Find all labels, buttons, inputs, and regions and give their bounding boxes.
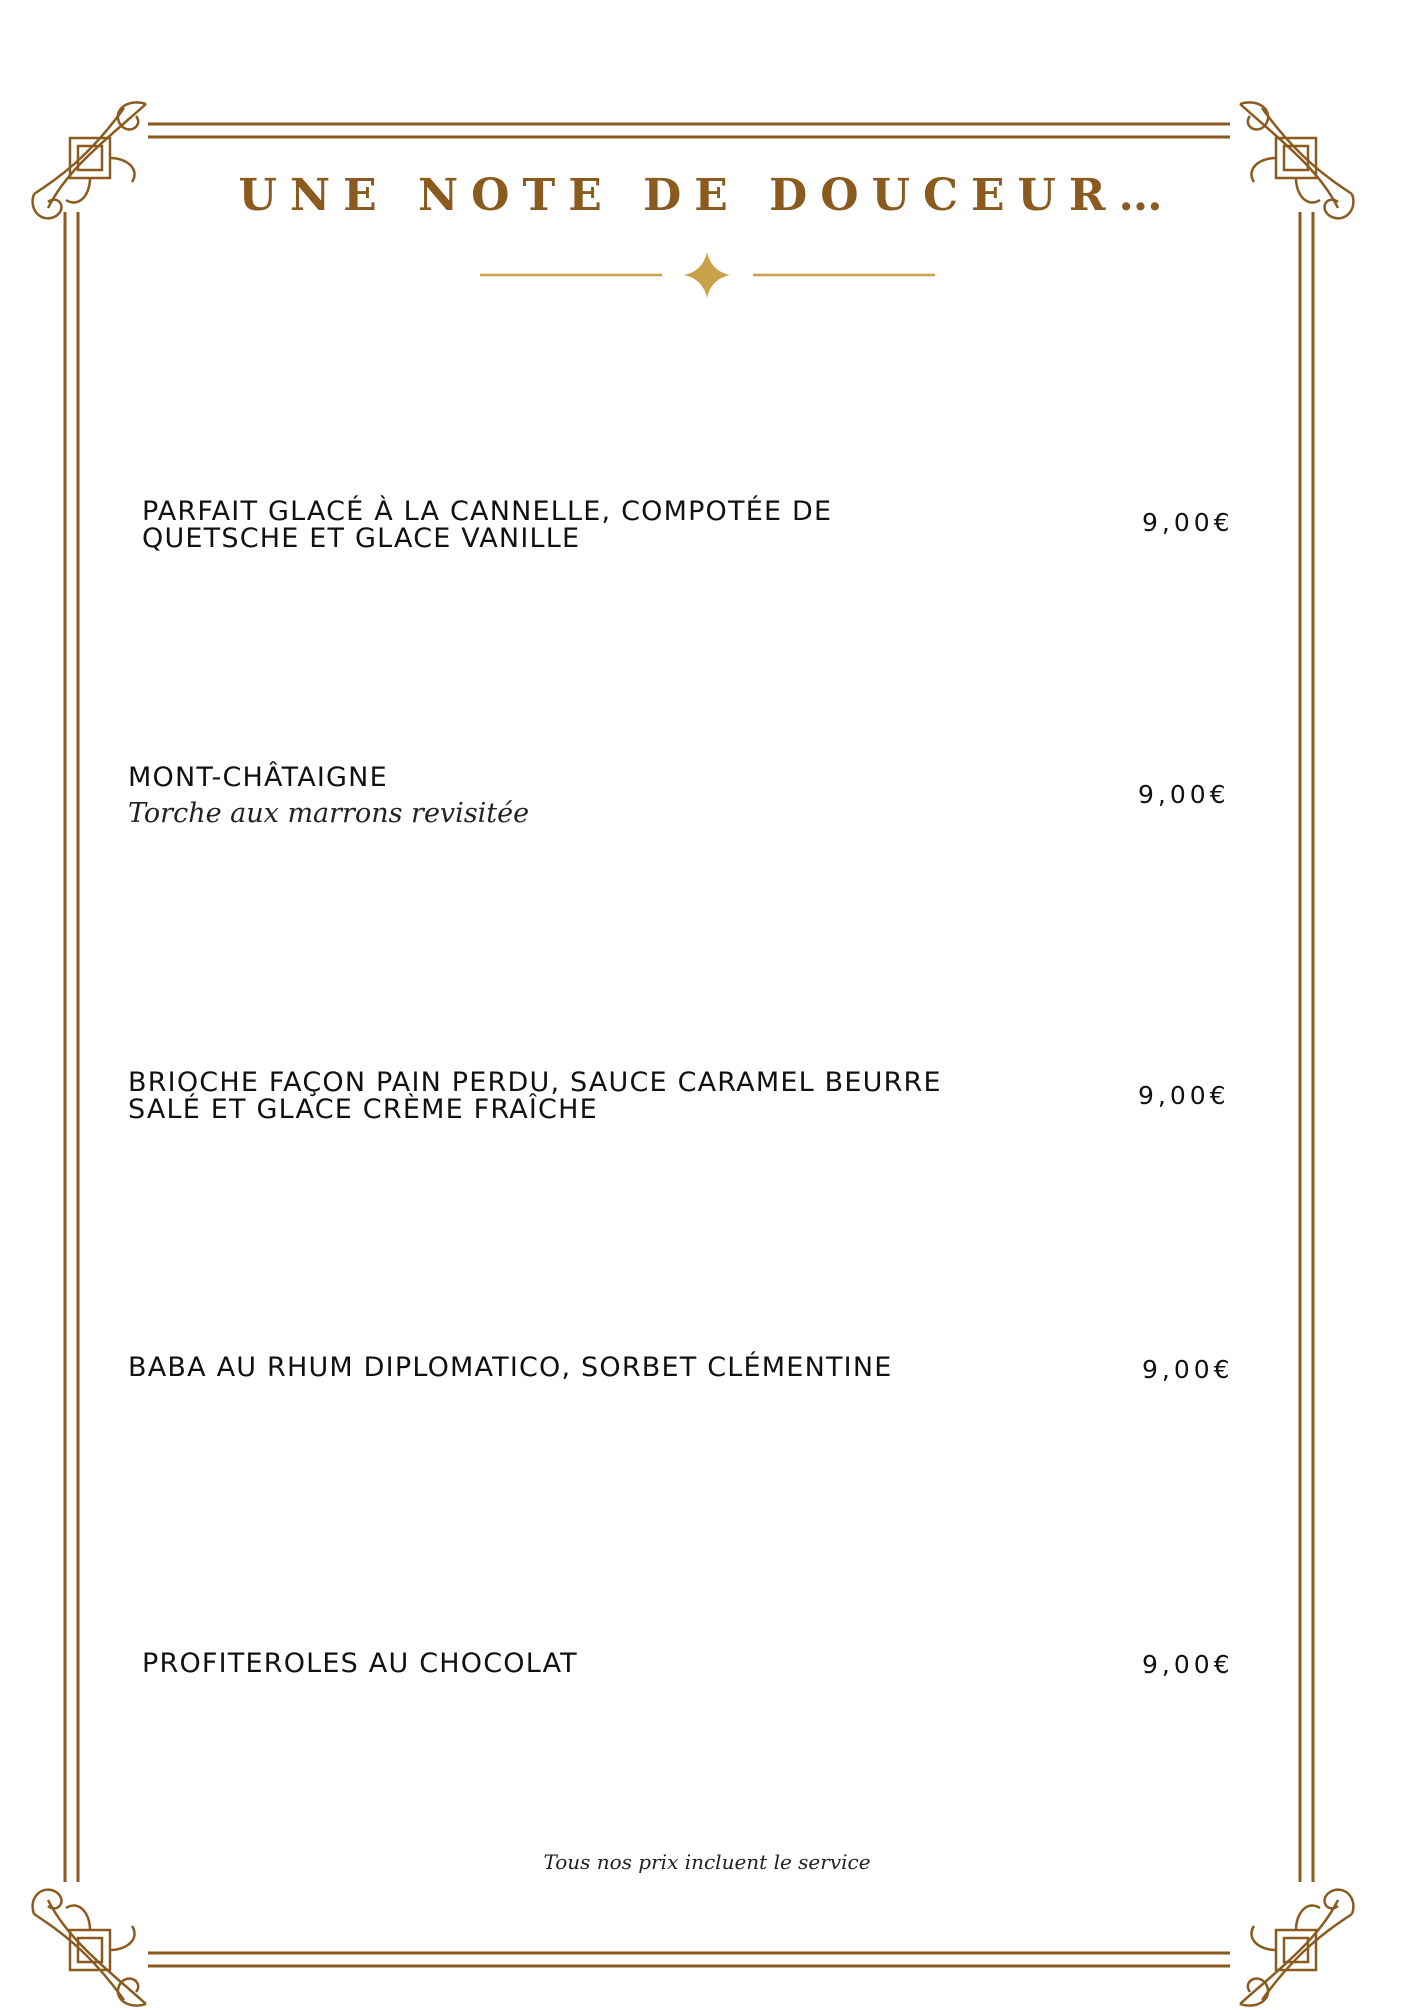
menu-item-name: MONT-CHÂTAIGNE: [128, 762, 388, 793]
menu-item-price: 9,00€: [1138, 1081, 1230, 1110]
footer-note: Tous nos prix incluent le service: [543, 1850, 871, 1874]
title-divider: [480, 250, 935, 300]
menu-item-name: PROFITEROLES AU CHOCOLAT: [142, 1648, 578, 1679]
menu-item-price: 9,00€: [1142, 508, 1234, 537]
menu-item-name: BRIOCHE FAÇON PAIN PERDU, SAUCE CARAMEL BEURRE SALÉ ET GLACE CRÈME FRAÎCHE: [128, 1067, 942, 1125]
menu-item-price: 9,00€: [1142, 1355, 1234, 1384]
ornamental-flourish-icon: [1228, 1880, 1358, 2010]
ornamental-flourish-icon: [28, 1880, 158, 2010]
menu-item-price: 9,00€: [1142, 1650, 1234, 1679]
page-title: UNE NOTE DE DOUCEUR…: [238, 170, 1176, 221]
menu-item-description: Torche aux marrons revisitée: [128, 798, 530, 829]
menu-item-name: PARFAIT GLACÉ À LA CANNELLE, COMPOTÉE DE QUETSCHE ET GLACE VANILLE: [142, 496, 833, 554]
four-point-star-icon: [684, 252, 730, 298]
menu-item-price: 9,00€: [1138, 780, 1230, 809]
menu-item-name: BABA AU RHUM DIPLOMATICO, SORBET CLÉMENTINE: [128, 1352, 893, 1383]
